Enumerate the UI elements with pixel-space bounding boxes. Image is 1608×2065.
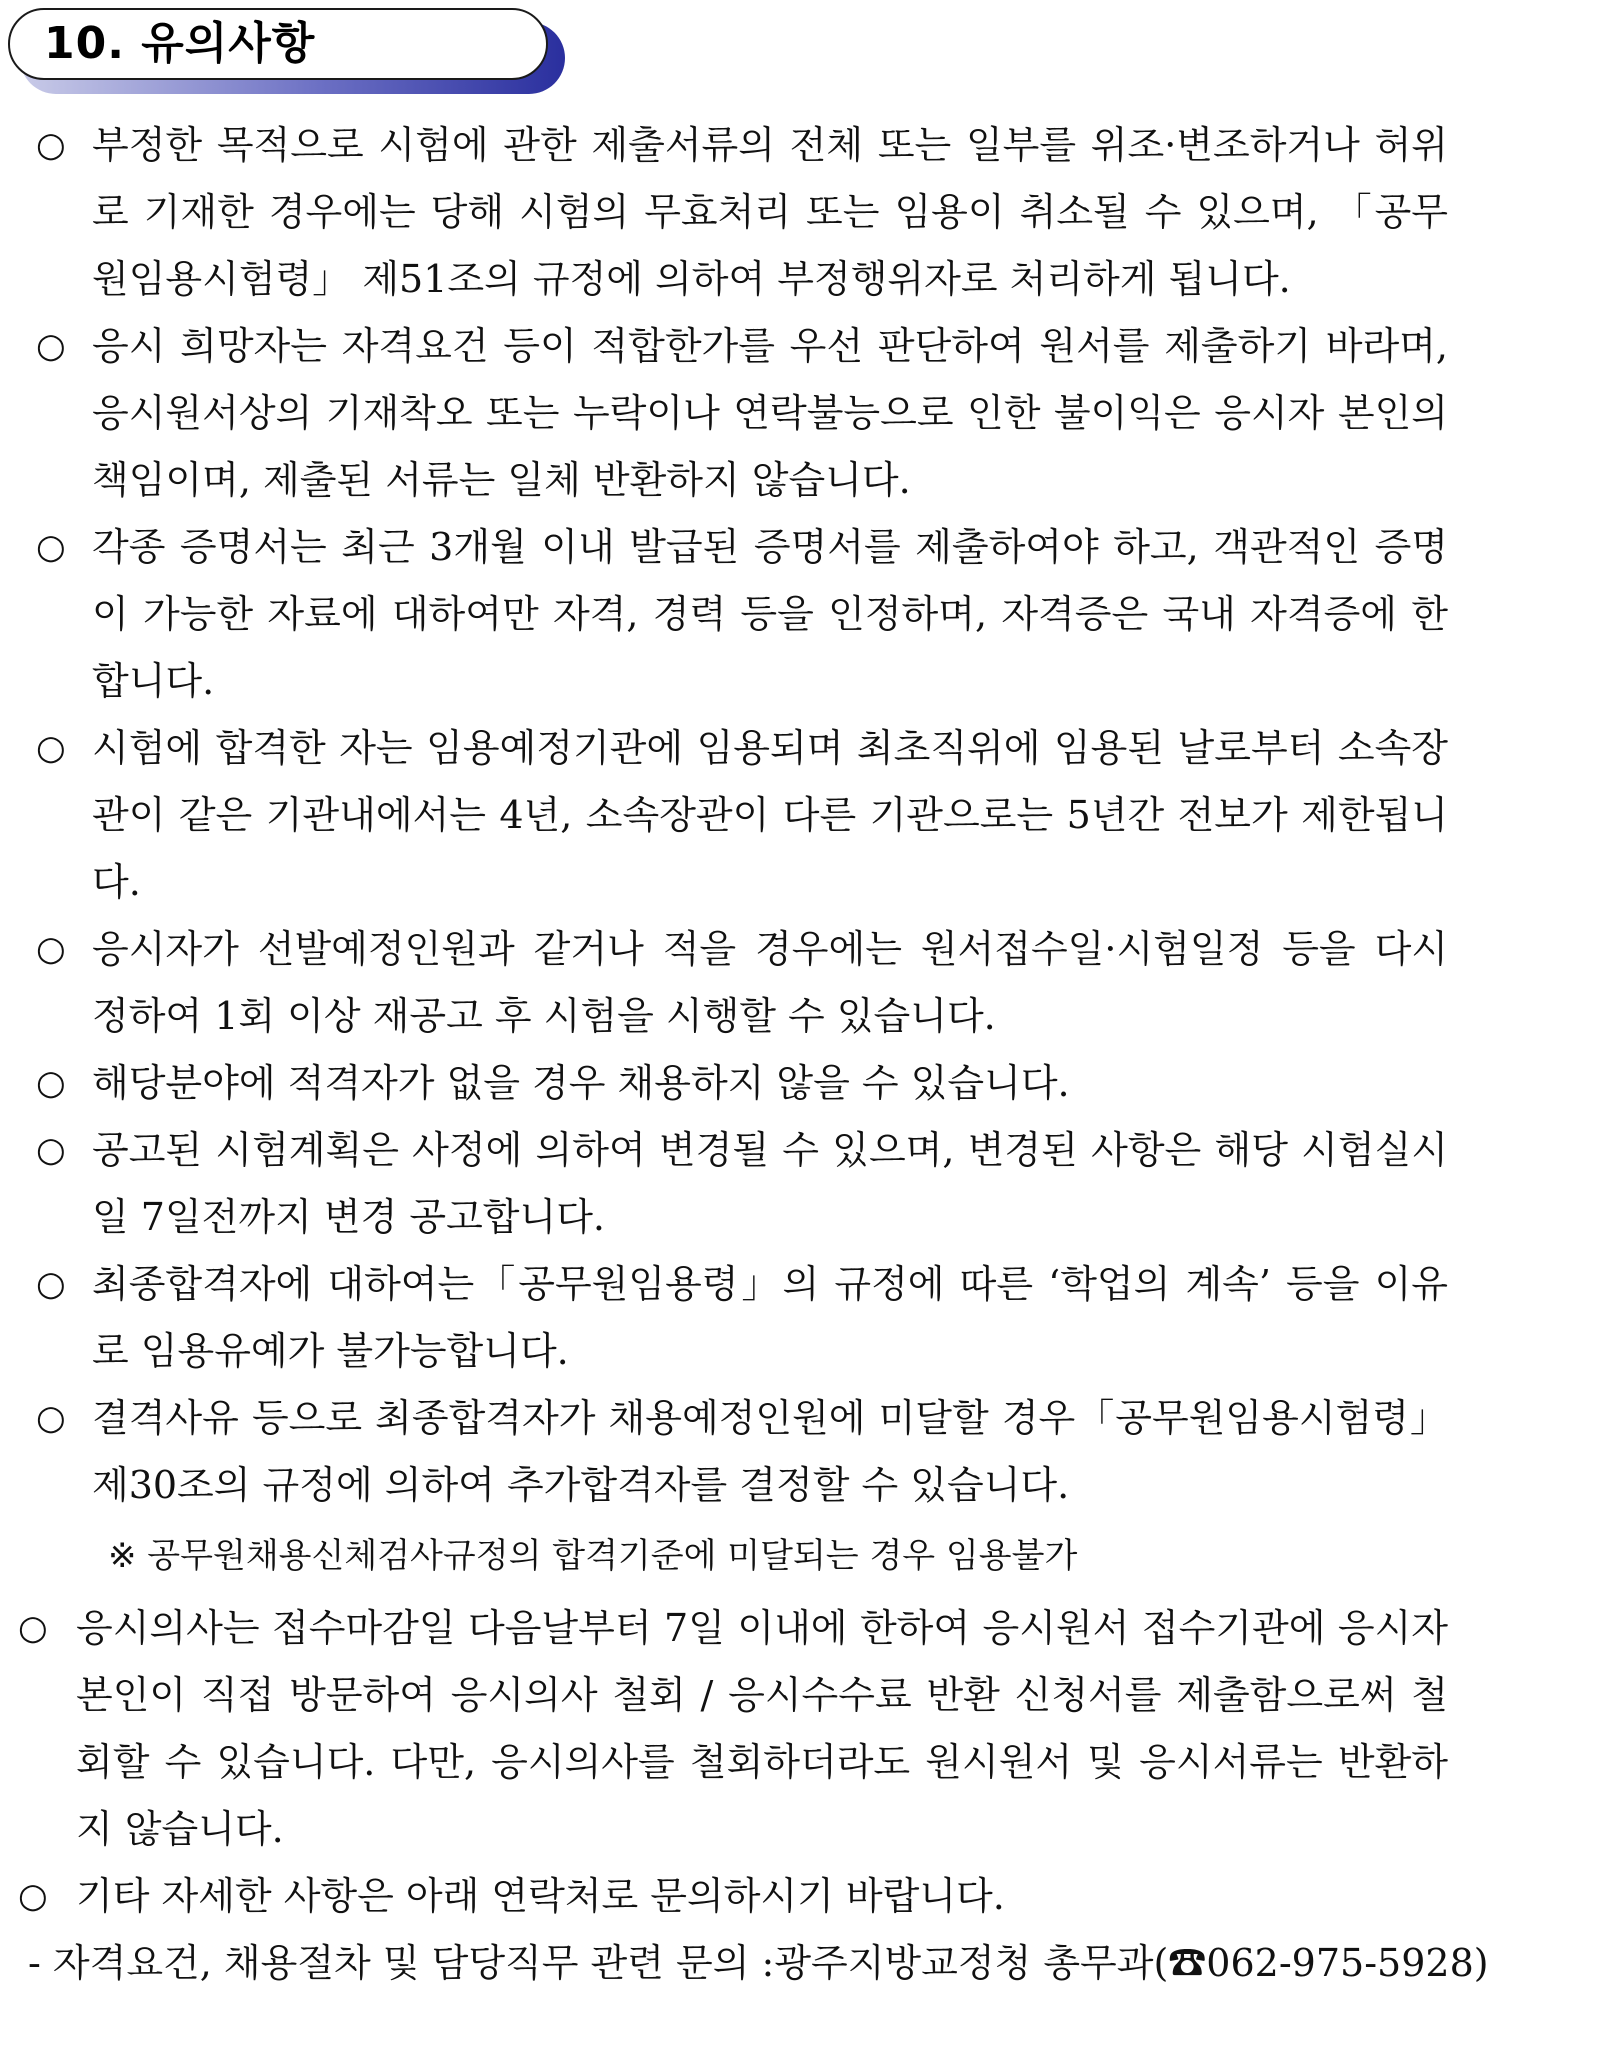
bullet-icon: ○ <box>36 527 66 567</box>
notice-text: 최종합격자에 대하여는「공무원임용령」의 규정에 따른 ‘학업의 계속’ 등을 이유로 임용유예가 불가능합니다. <box>92 1262 1448 1373</box>
bullet-icon: ○ <box>18 1876 48 1916</box>
notice-item <box>0 1595 1608 1863</box>
bullet-icon: ○ <box>36 125 66 165</box>
contact-info: - 자격요건, 채용절차 및 담당직무 관련 문의 :광주지방교정청 총무과(☎062-975-5928) <box>28 1941 1489 1985</box>
notice-content <box>0 112 1608 1997</box>
notice-text: 해당분야에 적격자가 없을 경우 채용하지 않을 수 있습니다. <box>92 1061 1070 1105</box>
notice-item <box>0 1117 1608 1251</box>
notice-text: 각종 증명서는 최근 3개월 이내 발급된 증명서를 제출하여야 하고, 객관적인 증명이 가능한 자료에 대하여만 자격, 경력 등을 인정하며, 자격증은 국내 자격증에 한합니다. <box>92 525 1448 703</box>
notice-item <box>0 313 1608 514</box>
notice-item <box>0 514 1608 715</box>
bullet-icon: ○ <box>36 1063 66 1103</box>
notice-item <box>0 112 1608 313</box>
notice-text: 응시의사는 접수마감일 다음날부터 7일 이내에 한하여 응시원서 접수기관에 응시자 본인이 직접 방문하여 응시의사 철회 / 응시수수료 반환 신청서를 제출함으로써 철회할 수 있습니다. 다만, 응시의사를 철회하더라도 원시원서 및 응시서류는 반환하지 않습니다. <box>76 1606 1448 1851</box>
notice-text: 결격사유 등으로 최종합격자가 채용예정인원에 미달할 경우「공무원임용시험령」제30조의 규정에 의하여 추가합격자를 결정할 수 있습니다. <box>92 1396 1448 1507</box>
notice-item <box>0 1251 1608 1385</box>
notice-text: 공고된 시험계획은 사정에 의하여 변경될 수 있으며, 변경된 사항은 해당 시험실시일 7일전까지 변경 공고합니다. <box>92 1128 1448 1239</box>
bullet-icon: ○ <box>36 929 66 969</box>
notice-text: 응시자가 선발예정인원과 같거나 적을 경우에는 원서접수일·시험일정 등을 다시 정하여 1회 이상 재공고 후 시험을 시행할 수 있습니다. <box>92 927 1448 1038</box>
section-title: 10. 유의사항 <box>44 18 316 69</box>
notice-item <box>0 1050 1608 1117</box>
bullet-icon: ○ <box>36 326 66 366</box>
section-header <box>8 8 563 96</box>
notice-text: 기타 자세한 사항은 아래 연락처로 문의하시기 바랍니다. <box>76 1874 1005 1918</box>
bullet-icon: ○ <box>36 728 66 768</box>
bullet-icon: ○ <box>36 1264 66 1304</box>
notice-text: 시험에 합격한 자는 임용예정기관에 임용되며 최초직위에 임용된 날로부터 소속장관이 같은 기관내에서는 4년, 소속장관이 다른 기관으로는 5년간 전보가 제한됩니다. <box>92 726 1448 904</box>
bullet-icon: ○ <box>36 1130 66 1170</box>
notice-text: 부정한 목적으로 시험에 관한 제출서류의 전체 또는 일부를 위조·변조하거나 허위로 기재한 경우에는 당해 시험의 무효처리 또는 임용이 취소될 수 있으며, 「공무원임용시험령」 제51조의 규정에 의하여 부정행위자로 처리하게 됩니다. <box>92 123 1448 301</box>
notice-text: 응시 희망자는 자격요건 등이 적합한가를 우선 판단하여 원서를 제출하기 바라며, 응시원서상의 기재착오 또는 누락이나 연락불능으로 인한 불이익은 응시자 본인의 책임이며, 제출된 서류는 일체 반환하지 않습니다. <box>92 324 1448 502</box>
notice-item <box>0 1863 1608 1930</box>
notice-item <box>0 916 1608 1050</box>
notice-item <box>0 1385 1608 1519</box>
bullet-icon: ○ <box>18 1608 48 1648</box>
health-check-note: ※ 공무원채용신체검사규정의 합격기준에 미달되는 경우 임용불가 <box>108 1536 1078 1576</box>
notice-item <box>0 715 1608 916</box>
bullet-icon: ○ <box>36 1398 66 1438</box>
